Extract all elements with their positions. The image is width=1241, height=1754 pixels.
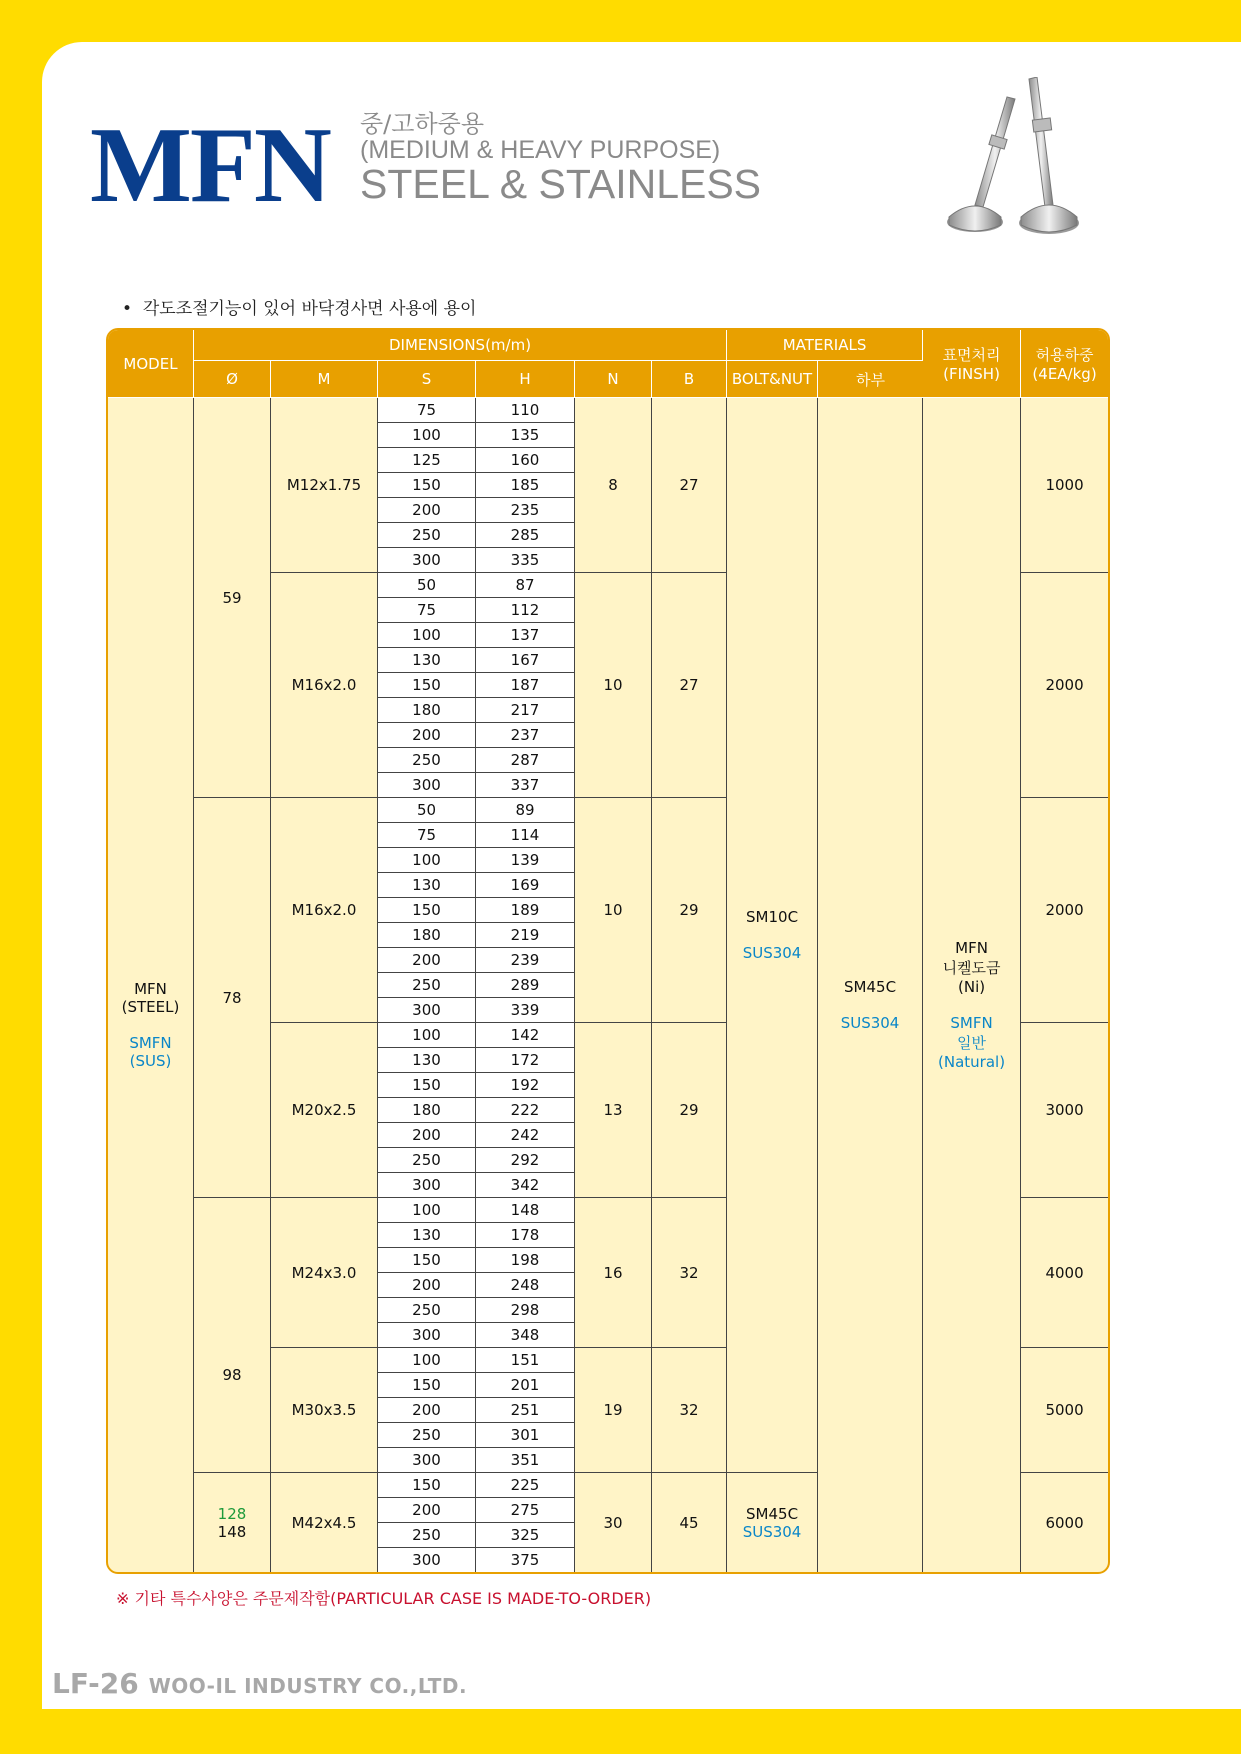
h-value: 287 <box>476 748 575 773</box>
h-value: 222 <box>476 1098 575 1123</box>
n-cell: 13 <box>575 1023 652 1198</box>
header-base: 하부 <box>818 361 923 398</box>
s-value: 200 <box>378 1398 476 1423</box>
s-value: 250 <box>378 1148 476 1173</box>
s-value: 250 <box>378 1523 476 1548</box>
s-value: 130 <box>378 1048 476 1073</box>
s-value: 250 <box>378 973 476 998</box>
h-value: 375 <box>476 1548 575 1572</box>
h-value: 172 <box>476 1048 575 1073</box>
b-cell: 45 <box>652 1473 727 1572</box>
s-value: 150 <box>378 1248 476 1273</box>
h-value: 167 <box>476 648 575 673</box>
page-sheet <box>42 42 1241 1709</box>
thread-cell: M16x2.0 <box>271 573 378 798</box>
footer <box>52 1667 467 1700</box>
h-value: 160 <box>476 448 575 473</box>
h-value: 339 <box>476 998 575 1023</box>
h-value: 337 <box>476 773 575 798</box>
n-cell: 30 <box>575 1473 652 1572</box>
h-value: 151 <box>476 1348 575 1373</box>
h-value: 285 <box>476 523 575 548</box>
s-value: 200 <box>378 1273 476 1298</box>
h-value: 148 <box>476 1198 575 1223</box>
h-value: 142 <box>476 1023 575 1048</box>
s-value: 150 <box>378 473 476 498</box>
diameter-cell: 98 <box>194 1198 271 1473</box>
s-value: 300 <box>378 773 476 798</box>
product-title: MFN <box>90 106 330 225</box>
b-cell: 29 <box>652 798 727 1023</box>
h-value: 237 <box>476 723 575 748</box>
s-value: 250 <box>378 1298 476 1323</box>
s-value: 250 <box>378 748 476 773</box>
header-dia: Ø <box>194 361 271 398</box>
h-value: 289 <box>476 973 575 998</box>
s-value: 100 <box>378 623 476 648</box>
h-value: 187 <box>476 673 575 698</box>
page-code: LF-26 <box>52 1667 139 1700</box>
h-value: 112 <box>476 598 575 623</box>
header-s: S <box>378 361 476 398</box>
s-value: 300 <box>378 1173 476 1198</box>
thread-cell: M12x1.75 <box>271 398 378 573</box>
material-heading: STEEL & STAINLESS <box>360 161 762 207</box>
s-value: 100 <box>378 1348 476 1373</box>
header-model: MODEL <box>108 330 194 398</box>
s-value: 75 <box>378 598 476 623</box>
s-value: 130 <box>378 873 476 898</box>
h-value: 242 <box>476 1123 575 1148</box>
s-value: 180 <box>378 923 476 948</box>
h-value: 235 <box>476 498 575 523</box>
header-n: N <box>575 361 652 398</box>
bolt-material-cell: SM10C SUS304 <box>727 398 818 1473</box>
s-value: 300 <box>378 998 476 1023</box>
s-value: 200 <box>378 498 476 523</box>
thread-cell: M30x3.5 <box>271 1348 378 1473</box>
s-value: 300 <box>378 548 476 573</box>
header-h: H <box>476 361 575 398</box>
s-value: 200 <box>378 1123 476 1148</box>
h-value: 292 <box>476 1148 575 1173</box>
diameter-cell: 59 <box>194 398 271 798</box>
s-value: 130 <box>378 1223 476 1248</box>
h-value: 189 <box>476 898 575 923</box>
bolt-material-cell-large: SM45C SUS304 <box>727 1473 818 1572</box>
s-value: 300 <box>378 1548 476 1572</box>
s-value: 50 <box>378 798 476 823</box>
s-value: 100 <box>378 1023 476 1048</box>
s-value: 300 <box>378 1323 476 1348</box>
h-value: 198 <box>476 1248 575 1273</box>
s-value: 200 <box>378 1498 476 1523</box>
h-value: 248 <box>476 1273 575 1298</box>
thread-cell: M20x2.5 <box>271 1023 378 1198</box>
s-value: 125 <box>378 448 476 473</box>
s-value: 180 <box>378 1098 476 1123</box>
h-value: 201 <box>476 1373 575 1398</box>
base-material-cell: SM45C SUS304 <box>818 398 923 1572</box>
h-value: 298 <box>476 1298 575 1323</box>
header-load: 허용하중 (4EA/kg) <box>1021 330 1108 398</box>
s-value: 150 <box>378 1473 476 1498</box>
h-value: 137 <box>476 623 575 648</box>
h-value: 192 <box>476 1073 575 1098</box>
b-cell: 32 <box>652 1198 727 1348</box>
load-cell: 6000 <box>1045 1513 1084 1532</box>
h-value: 301 <box>476 1423 575 1448</box>
h-value: 135 <box>476 423 575 448</box>
h-value: 325 <box>476 1523 575 1548</box>
company-name: WOO-IL INDUSTRY CO.,LTD. <box>148 1674 468 1698</box>
table-row <box>108 398 1108 423</box>
thread-cell: M24x3.0 <box>271 1198 378 1348</box>
h-value: 185 <box>476 473 575 498</box>
h-value: 87 <box>476 573 575 598</box>
header-bolt-nut: BOLT&NUT <box>727 361 818 398</box>
header-m: M <box>271 361 378 398</box>
s-value: 100 <box>378 1198 476 1223</box>
n-cell: 8 <box>575 398 652 573</box>
h-value: 169 <box>476 873 575 898</box>
b-cell: 32 <box>652 1348 727 1473</box>
s-value: 180 <box>378 698 476 723</box>
h-value: 217 <box>476 698 575 723</box>
h-value: 335 <box>476 548 575 573</box>
order-note: ※ 기타 특수사양은 주문제작함(PARTICULAR CASE IS MADE-TO-ORDER) <box>116 1589 652 1608</box>
n-cell: 10 <box>575 573 652 798</box>
s-value: 75 <box>378 398 476 423</box>
diameter-cell: 128 148 <box>194 1473 271 1572</box>
leveling-foot-product-image <box>937 77 1117 247</box>
h-value: 89 <box>476 798 575 823</box>
s-value: 200 <box>378 723 476 748</box>
header-b: B <box>652 361 727 398</box>
n-cell: 19 <box>575 1348 652 1473</box>
header-materials: MATERIALS <box>727 330 923 361</box>
h-value: 139 <box>476 848 575 873</box>
spec-table <box>106 328 1110 1574</box>
h-value: 178 <box>476 1223 575 1248</box>
h-value: 110 <box>476 398 575 423</box>
finish-cell: MFN 니켈도금 (Ni) SMFN 일반 (Natural) <box>923 398 1021 1572</box>
load-cell: 5000 <box>1021 1348 1108 1473</box>
subtitle-korean: 중/고하중용 <box>360 110 485 138</box>
s-value: 100 <box>378 423 476 448</box>
s-value: 150 <box>378 898 476 923</box>
n-cell: 10 <box>575 798 652 1023</box>
load-cell: 3000 <box>1021 1023 1108 1198</box>
b-cell: 27 <box>652 398 727 573</box>
n-cell: 16 <box>575 1198 652 1348</box>
header-dimensions: DIMENSIONS(m/m) <box>194 330 727 361</box>
s-value: 150 <box>378 1373 476 1398</box>
h-value: 219 <box>476 923 575 948</box>
s-value: 75 <box>378 823 476 848</box>
h-value: 251 <box>476 1398 575 1423</box>
model-cell: MFN (STEEL) SMFN (SUS) <box>108 398 194 1572</box>
h-value: 275 <box>476 1498 575 1523</box>
s-value: 250 <box>378 1423 476 1448</box>
b-cell: 29 <box>652 1023 727 1198</box>
h-value: 114 <box>476 823 575 848</box>
h-value: 348 <box>476 1323 575 1348</box>
thread-cell: M16x2.0 <box>271 798 378 1023</box>
h-value: 351 <box>476 1448 575 1473</box>
s-value: 200 <box>378 948 476 973</box>
b-cell: 27 <box>652 573 727 798</box>
h-value: 225 <box>476 1473 575 1498</box>
h-value: 239 <box>476 948 575 973</box>
feature-bullet: • 각도조절기능이 있어 바닥경사면 사용에 용이 <box>122 299 477 319</box>
header-finish: 표면처리 (FINSH) <box>923 330 1021 398</box>
load-cell: 4000 <box>1021 1198 1108 1348</box>
diameter-cell: 78 <box>194 798 271 1198</box>
load-cell: 2000 <box>1021 573 1108 798</box>
s-value: 300 <box>378 1448 476 1473</box>
load-cell: 1000 <box>1021 398 1108 573</box>
s-value: 50 <box>378 573 476 598</box>
s-value: 250 <box>378 523 476 548</box>
s-value: 150 <box>378 1073 476 1098</box>
s-value: 130 <box>378 648 476 673</box>
s-value: 150 <box>378 673 476 698</box>
load-cell: 2000 <box>1021 798 1108 1023</box>
h-value: 342 <box>476 1173 575 1198</box>
subtitle-english: (MEDIUM & HEAVY PURPOSE) <box>360 136 721 164</box>
s-value: 100 <box>378 848 476 873</box>
thread-cell: M42x4.5 <box>271 1473 378 1572</box>
